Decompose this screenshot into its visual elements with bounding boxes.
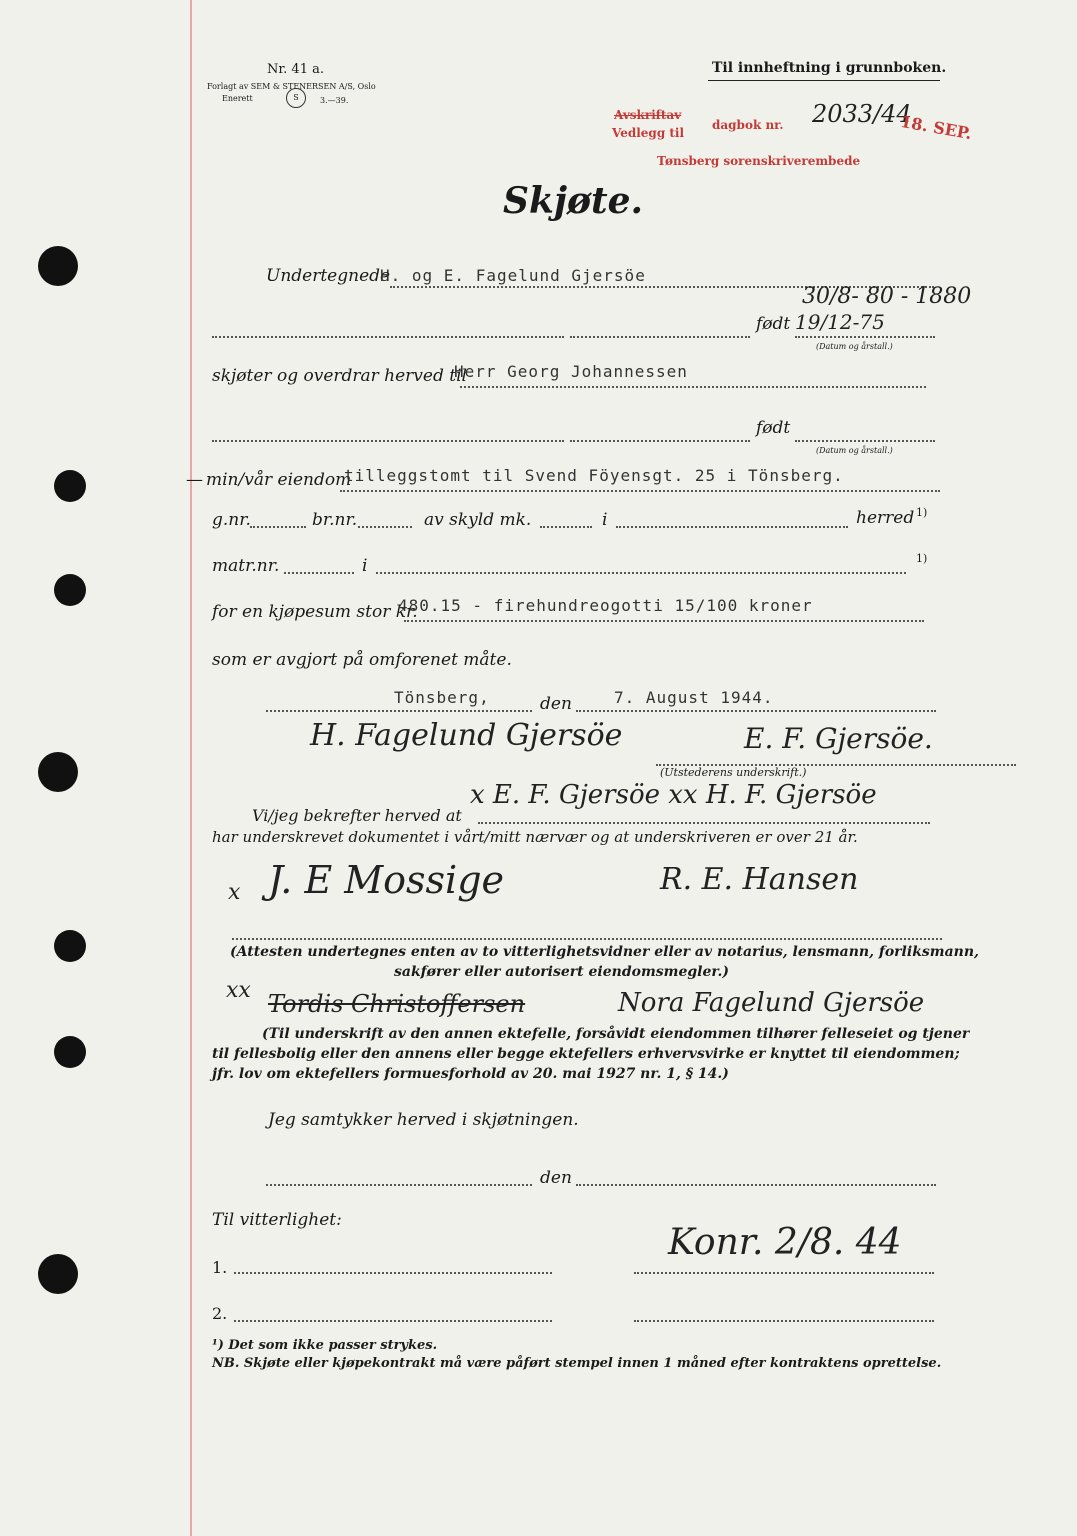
fodt2-label: født: [756, 418, 791, 438]
underskrevet-text: har underskrevet dokumentet i vårt/mitt nærvær og at underskriveren er over 21 år.: [212, 828, 858, 846]
witness-1: J. E Mossige: [268, 858, 505, 902]
witness-2: R. E. Hansen: [660, 862, 859, 897]
skyld-label: av skyld mk.: [424, 510, 532, 530]
bekrefter-names: x E. F. Gjersöe xx H. F. Gjersöe: [470, 780, 877, 810]
witness-line-1: [234, 1272, 552, 1274]
top-right-note: Til innheftning i grunnboken.: [712, 60, 947, 76]
undertegnede-value: H. og E. Fagelund Gjersöe: [380, 266, 646, 285]
top-right-underline: [708, 80, 940, 81]
herred-label: herred: [856, 508, 915, 528]
i-label: i: [602, 510, 608, 530]
til-under1: (Til underskrift av den annen ektefelle, forsåvidt eiendommen tilhører felleseiet og tjener: [262, 1026, 970, 1042]
kjopesum-line: [404, 620, 924, 622]
den2-label: den: [540, 1168, 572, 1188]
witness-line: [232, 938, 942, 940]
attesten-text: (Attesten undertegnes enten av to vitterlighetsvidner eller av notarius, lensmann, forliksmann,: [230, 944, 979, 960]
kontroll-note: Konr. 2/8. 44: [668, 1222, 902, 1263]
margin-line: [190, 0, 192, 1536]
stamp-line4: Tønsberg sorenskriverembede: [657, 154, 861, 168]
stamp-line3: dagbok nr.: [712, 118, 784, 132]
gnr-label: g.nr.: [212, 510, 251, 530]
witness-mark: x: [228, 880, 241, 905]
punch-hole: [38, 752, 78, 792]
datum-note: (Datum og årstall.): [816, 342, 893, 351]
publisher-seal: S: [286, 88, 306, 108]
stamp-line1: Avskriftav: [614, 108, 682, 122]
witness-line-2b: [634, 1320, 934, 1322]
matr-line: [284, 572, 354, 574]
signature-1: H. Fagelund Gjersöe: [310, 718, 623, 753]
brnr-line: [358, 526, 412, 528]
i2-label: i: [362, 556, 368, 576]
witness-num-2: 2.: [212, 1304, 228, 1323]
matr-label: matr.nr.: [212, 556, 280, 576]
sted-value: Tönsberg,: [394, 688, 490, 707]
footnote-2: NB. Skjøte eller kjøpekontrakt må være påført stempel innen 1 måned efter kontraktens oprettelse.: [212, 1356, 942, 1371]
sted-line: [266, 710, 532, 712]
publisher: Forlagt av SEM & STENERSEN A/S, Oslo: [207, 82, 376, 91]
line-row4: [212, 440, 564, 442]
fodt2-line: [795, 440, 935, 442]
bekrefter-line: [478, 822, 930, 824]
signature-2: E. F. Gjersöe.: [744, 722, 933, 755]
bekrefter-label: Vi/jeg bekrefter herved at: [252, 806, 462, 825]
dato-line: [576, 710, 936, 712]
punch-hole: [54, 574, 86, 606]
samtykker-text: Jeg samtykker herved i skjøtningen.: [268, 1110, 579, 1130]
eiendom-label: min/vår eiendom: [206, 470, 352, 490]
rights: Enerett: [222, 94, 253, 103]
skyld-line: [540, 526, 592, 528]
eiendom-strike-mark: —: [186, 470, 203, 490]
til-under3: jfr. lov om ektefellers formuesforhold av 20. mai 1927 nr. 1, § 14.): [212, 1066, 729, 1082]
spouse-signature: Nora Fagelund Gjersöe: [618, 988, 925, 1018]
document-title: Skjøte.: [503, 180, 644, 222]
avgjort-text: som er avgjort på omforenet måte.: [212, 650, 512, 670]
kjopesum-label: for en kjøpesum stor kr.: [212, 602, 418, 622]
dato-value: 7. August 1944.: [614, 688, 774, 707]
fodt1-value: 19/12-75: [795, 310, 885, 334]
gnr-line: [250, 526, 306, 528]
punch-hole: [54, 1036, 86, 1068]
witness-num-1: 1.: [212, 1258, 228, 1277]
fodt-line: [795, 336, 935, 338]
witness-line-2: [234, 1320, 552, 1322]
line-row4b: [570, 440, 750, 442]
undertegnede-label: Undertegnede: [266, 266, 391, 286]
den-label: den: [540, 694, 572, 714]
xx-mark: xx: [226, 978, 251, 1003]
brnr-label: br.nr.: [312, 510, 358, 530]
stamp-date: 18. SEP.: [898, 111, 974, 144]
spouse-struck: Tordis Christoffersen: [268, 990, 526, 1018]
eiendom-line: [340, 490, 940, 492]
kjopesum-value: 480.15 - firehundreogotti 15/100 kroner: [398, 596, 813, 615]
fodt-label: født: [756, 314, 791, 334]
i2-line: [376, 572, 906, 574]
datum-note2: (Datum og årstall.): [816, 446, 893, 455]
til-under2: til fellesbolig eller den annens eller begge ektefellers erhvervsvirke er knyttet til eiendommen;: [212, 1046, 960, 1062]
i-line: [616, 526, 848, 528]
witness-line-1b: [634, 1272, 934, 1274]
vitterlighet-label: Til vitterlighet:: [212, 1210, 342, 1230]
samtykke-sted-line: [266, 1184, 532, 1186]
skjoter-label: skjøter og overdrar herved til: [212, 366, 467, 386]
matr-sup: 1): [916, 552, 928, 565]
attesten-text2: sakfører eller autorisert eiendomsmegler.): [394, 964, 729, 980]
punch-hole: [54, 470, 86, 502]
footnote-1: ¹) Det som ikke passer strykes.: [212, 1338, 438, 1353]
herred-sup: 1): [916, 506, 928, 519]
line-row2b: [570, 336, 750, 338]
stamp-number: 2033/44: [812, 100, 912, 128]
punch-hole: [38, 1254, 78, 1294]
stamp-line2: Vedlegg til: [612, 126, 685, 140]
skjoter-line: [460, 386, 926, 388]
punch-hole: [38, 246, 78, 286]
form-number: Nr. 41 a.: [267, 62, 324, 77]
date-code: 3.—39.: [320, 96, 349, 105]
birth-dates-extra: 30/8- 80 - 1880: [802, 284, 972, 309]
skjoter-value: Herr Georg Johannessen: [454, 362, 688, 381]
eiendom-value: tilleggstomt til Svend Föyensgt. 25 i Tönsberg.: [344, 466, 844, 485]
punch-hole: [54, 930, 86, 962]
samtykke-dato-line: [576, 1184, 936, 1186]
utsteder-label: (Utstederens underskrift.): [660, 766, 807, 779]
line-row2: [212, 336, 564, 338]
